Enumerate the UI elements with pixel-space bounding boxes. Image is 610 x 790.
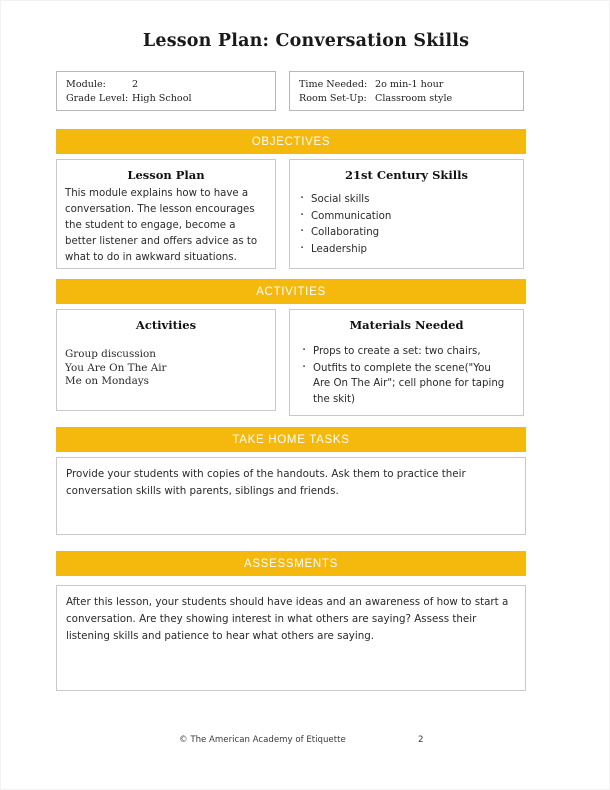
list-item: Me on Mondays xyxy=(65,375,149,387)
take-home-tasks-body: Provide your students with copies of the handouts. Ask them to practice their conversation skills with parents, siblings and friends. xyxy=(66,468,466,497)
module-row xyxy=(66,78,275,92)
assessments-body: After this lesson, your students should have ideas and an awareness of how to start a conversation. Are they showing interest in what others are saying? Assess their listening skills and patience to hear what others are saying. xyxy=(66,596,509,642)
section-banner-take-home-tasks: TAKE HOME TASKS xyxy=(56,427,526,452)
activities-box-title: Activities xyxy=(135,318,197,332)
header-logistics-box xyxy=(289,71,524,111)
module-label: Module: xyxy=(66,79,106,90)
copyright-text: © The American Academy of Etiquette xyxy=(179,735,346,745)
time-needed-label: Time Needed: xyxy=(299,79,368,90)
take-home-tasks-box xyxy=(56,457,526,535)
section-banner-objectives: OBJECTIVES xyxy=(56,129,526,154)
materials-box xyxy=(289,309,524,416)
lesson-plan-body: This module explains how to have a conversation. The lesson encourages the student to engage, become a better listener and offers advice as to what to do in awkward situations. xyxy=(65,188,258,263)
header-module-box xyxy=(56,71,276,111)
list-item: · Social skills xyxy=(300,192,515,208)
page-number: 2 xyxy=(418,735,424,745)
list-item: · Communication xyxy=(300,209,515,225)
time-needed-value: 2o min-1 hour xyxy=(375,79,444,90)
lesson-plan-box xyxy=(56,159,276,269)
list-item: · Leadership xyxy=(300,242,515,258)
materials-box-title: Materials Needed xyxy=(349,318,464,332)
page-title: Lesson Plan: Conversation Skills xyxy=(142,31,470,51)
assessments-box xyxy=(56,585,526,691)
skills-box xyxy=(289,159,524,269)
list-item: · Outfits to complete the scene("You Are On The Air"; cell phone for taping the skit) xyxy=(302,361,509,408)
list-item: · Props to create a set: two chairs, xyxy=(302,344,509,360)
module-value: 2 xyxy=(132,79,139,90)
list-item: Group discussion xyxy=(65,348,156,360)
page-footer xyxy=(56,735,526,751)
section-banner-assessments: ASSESSMENTS xyxy=(56,551,526,576)
room-setup-label: Room Set-Up: xyxy=(299,93,367,104)
grade-level-value: High School xyxy=(132,93,192,104)
activities-box xyxy=(56,309,276,411)
lesson-plan-box-title: Lesson Plan xyxy=(127,168,205,182)
section-banner-activities: ACTIVITIES xyxy=(56,279,526,304)
grade-level-row xyxy=(66,92,275,106)
skills-box-title: 21st Century Skills xyxy=(345,168,468,182)
list-item: · Collaborating xyxy=(300,225,515,241)
room-setup-row xyxy=(299,92,523,106)
list-item: You Are On The Air xyxy=(65,361,167,374)
skills-list xyxy=(290,182,523,257)
activities-list xyxy=(57,332,275,389)
room-setup-value: Classroom style xyxy=(375,93,453,104)
materials-list xyxy=(290,332,523,407)
time-needed-row xyxy=(299,78,523,92)
grade-level-label: Grade Level: xyxy=(66,93,129,104)
